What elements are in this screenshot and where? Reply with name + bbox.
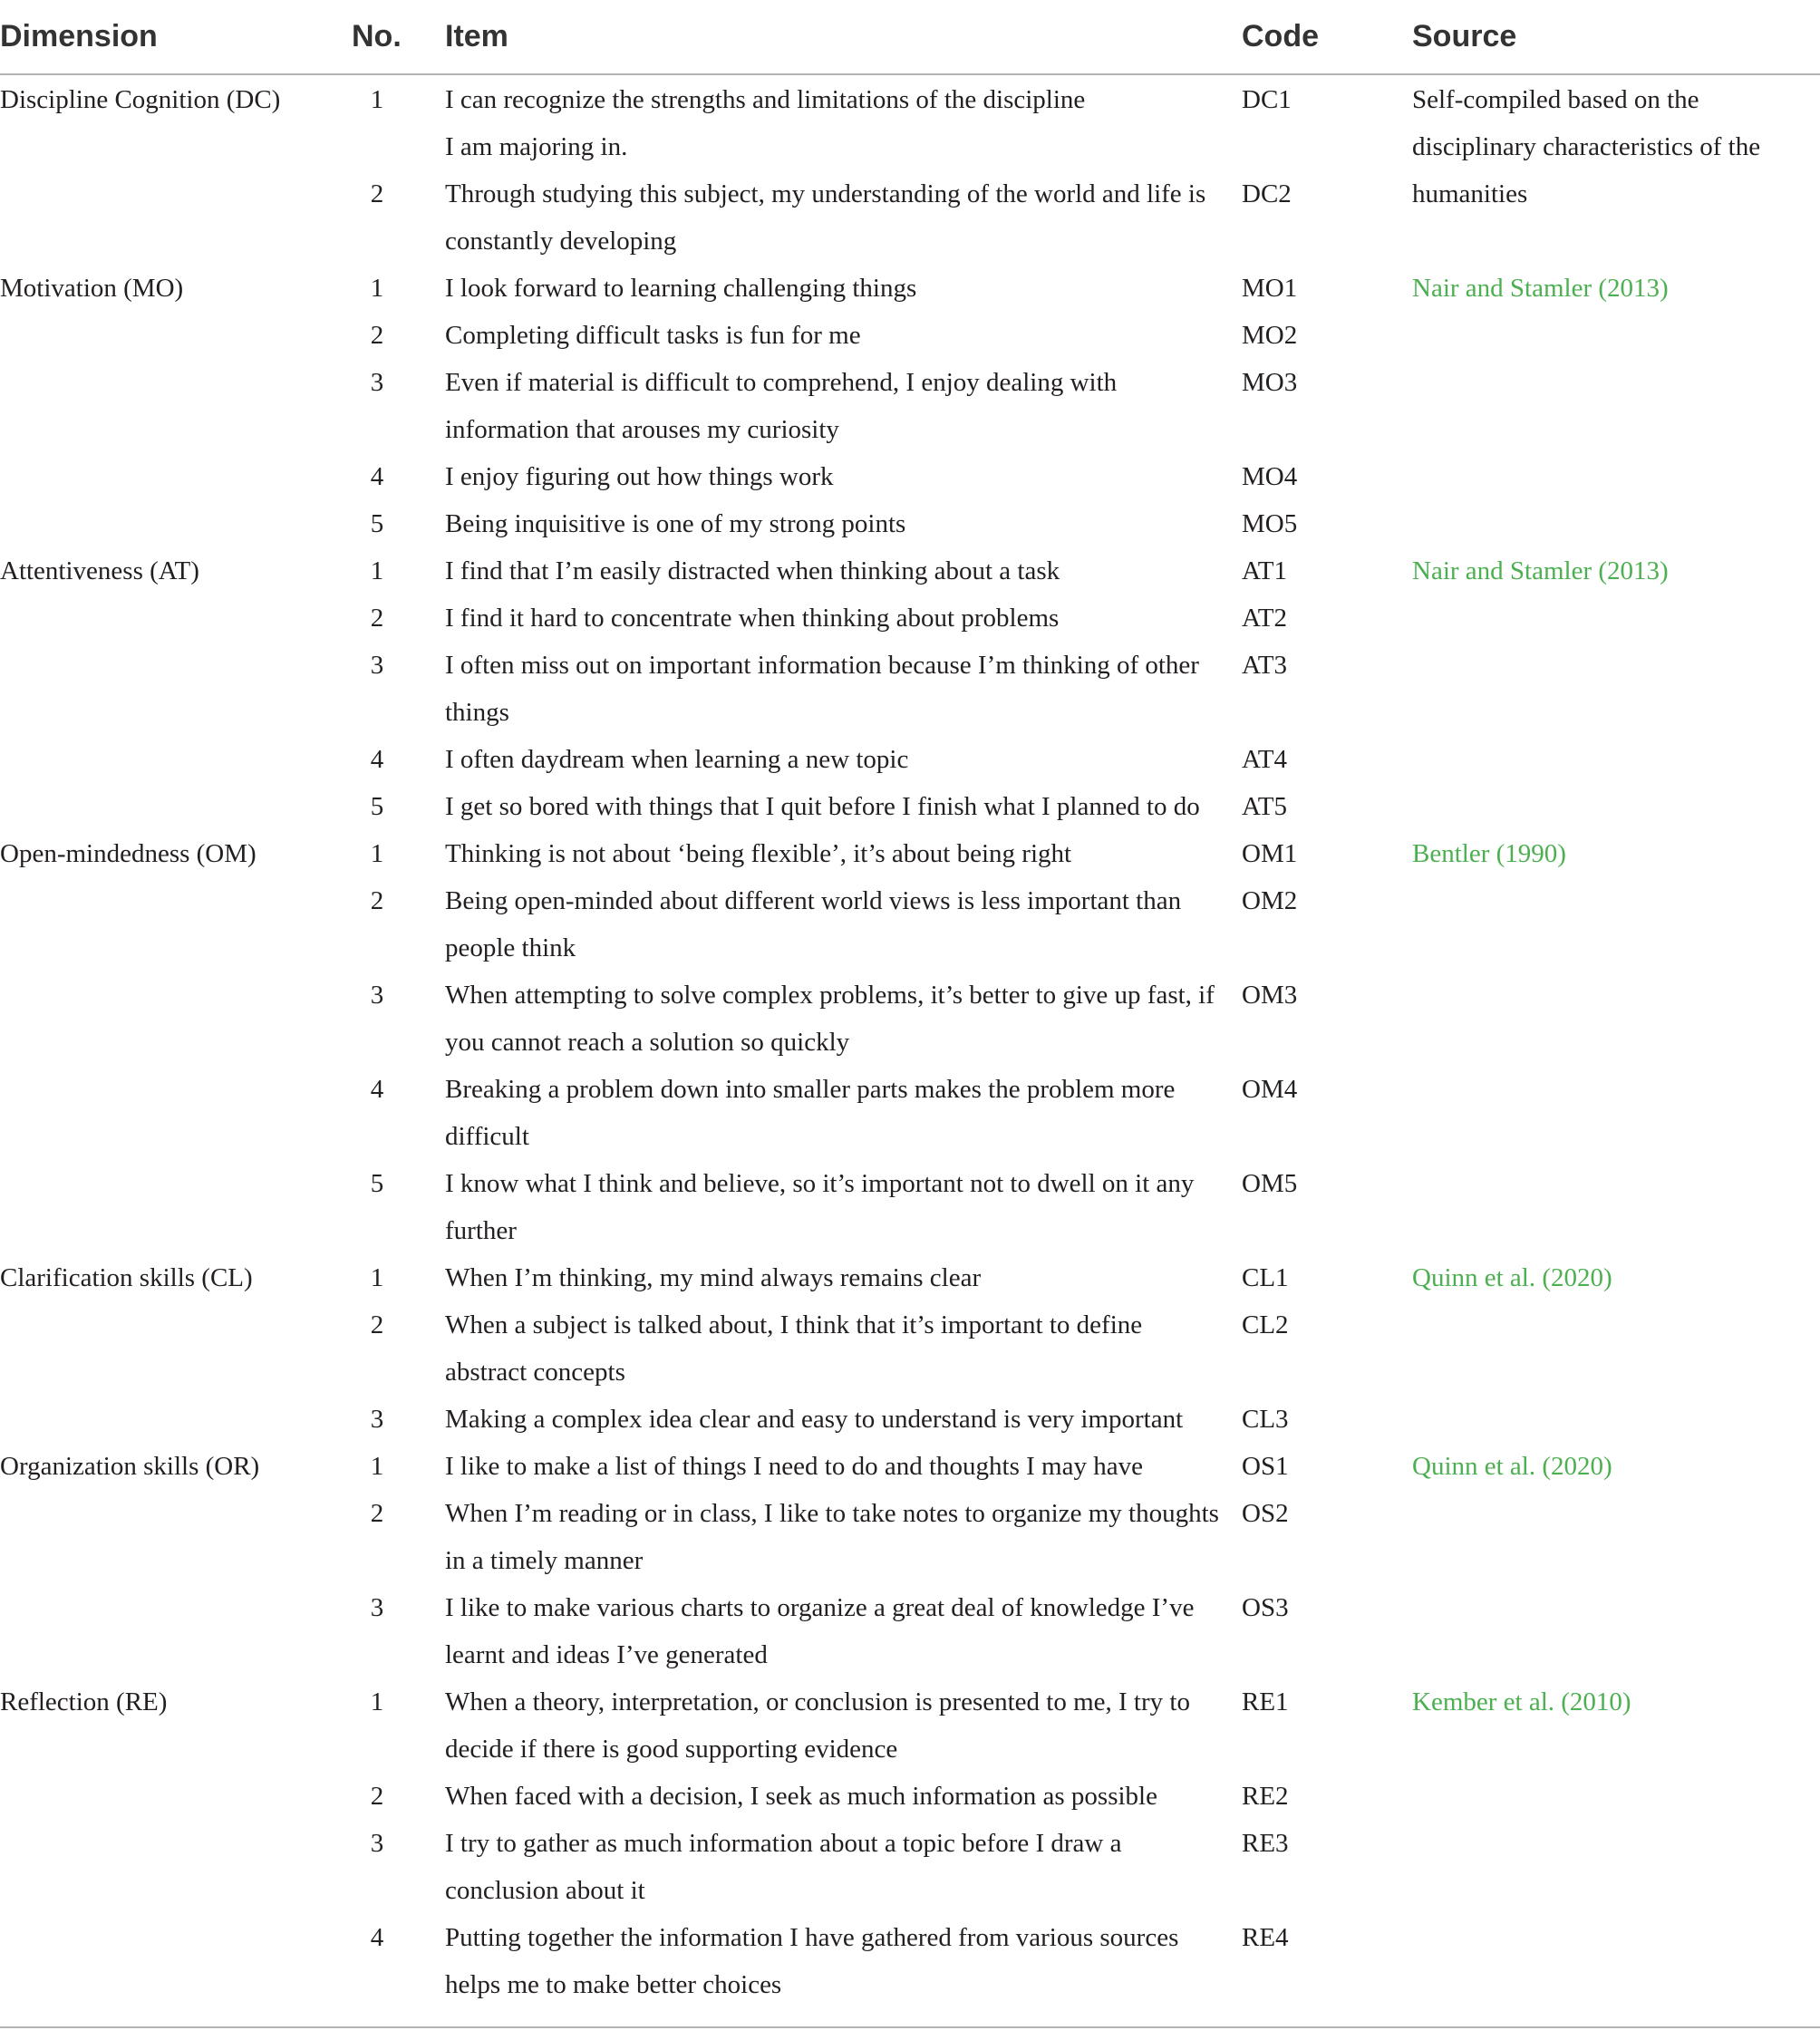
cell-item: When I’m reading or in class, I like to take notes to organize my thoughts in a timely manner <box>445 1499 1219 1575</box>
cell-dimension: Discipline Cognition (DC) <box>0 85 281 114</box>
cell-item: Thinking is not about ‘being flexible’, it’s about being right <box>445 839 1072 868</box>
cell-no: 5 <box>370 792 384 821</box>
cell-code: AT3 <box>1242 651 1287 680</box>
table-row <box>0 972 1820 1066</box>
cell-no: 3 <box>370 1405 384 1434</box>
cell-no: 2 <box>370 1310 384 1339</box>
table-row <box>0 265 1820 312</box>
cell-no: 4 <box>370 1923 384 1952</box>
cell-dimension: Clarification skills (CL) <box>0 1263 253 1292</box>
cell-code: CL1 <box>1242 1263 1289 1292</box>
table-row <box>0 1443 1820 1490</box>
cell-source[interactable]: Quinn et al. (2020) <box>1412 1263 1612 1292</box>
cell-no: 1 <box>370 85 384 114</box>
cell-code: CL2 <box>1242 1310 1289 1339</box>
cell-no: 4 <box>370 462 384 491</box>
table-row <box>0 1254 1820 1301</box>
cell-no: 2 <box>370 1782 384 1811</box>
cell-source[interactable]: Kember et al. (2010) <box>1412 1687 1631 1716</box>
cell-item: Putting together the information I have gathered from various sources helps me to make better choices <box>445 1923 1179 1999</box>
cell-code: MO1 <box>1242 274 1298 303</box>
cell-source: Self-compiled based on the disciplinary characteristics of the humanities <box>1412 85 1761 208</box>
table-row <box>0 312 1820 359</box>
cell-item: I get so bored with things that I quit before I finish what I planned to do <box>445 792 1200 821</box>
cell-no: 1 <box>370 1263 384 1292</box>
cell-source[interactable]: Nair and Stamler (2013) <box>1412 274 1669 303</box>
cell-code: AT1 <box>1242 556 1287 585</box>
cell-code: CL3 <box>1242 1405 1289 1434</box>
cell-no: 2 <box>370 179 384 208</box>
cell-code: AT4 <box>1242 745 1287 774</box>
cell-item: I often miss out on important information because I’m thinking of other things <box>445 651 1199 727</box>
table-row <box>0 642 1820 736</box>
cell-no: 3 <box>370 1829 384 1858</box>
cell-code: MO5 <box>1242 509 1298 538</box>
cell-source[interactable]: Quinn et al. (2020) <box>1412 1452 1612 1481</box>
cell-no: 3 <box>370 1593 384 1622</box>
cell-item: I can recognize the strengths and limitations of the discipline I am majoring in. <box>445 85 1086 161</box>
cell-no: 1 <box>370 839 384 868</box>
table-row <box>0 736 1820 783</box>
cell-dimension: Open-mindedness (OM) <box>0 839 257 868</box>
cell-item: I enjoy figuring out how things work <box>445 462 834 491</box>
cell-no: 3 <box>370 651 384 680</box>
table-row <box>0 170 1820 265</box>
cell-code: OM4 <box>1242 1075 1298 1104</box>
cell-item: Breaking a problem down into smaller parts makes the problem more difficult <box>445 1075 1176 1151</box>
cell-dimension: Attentiveness (AT) <box>0 556 199 585</box>
table-row <box>0 1773 1820 1820</box>
bottom-rule <box>0 2026 1820 2028</box>
cell-item: When attempting to solve complex problems, it’s better to give up fast, if you cannot reach a solution so quickly <box>445 981 1215 1057</box>
header-no: No. <box>352 19 402 53</box>
table-row <box>0 783 1820 830</box>
cell-code: OM5 <box>1242 1169 1298 1198</box>
header-code: Code <box>1242 19 1319 53</box>
cell-source[interactable]: Nair and Stamler (2013) <box>1412 556 1669 585</box>
header-item: Item <box>445 19 508 53</box>
cell-item: When faced with a decision, I seek as much information as possible <box>445 1782 1157 1811</box>
cell-item: Through studying this subject, my understanding of the world and life is constantly developing <box>445 179 1206 256</box>
table-row <box>0 500 1820 547</box>
cell-item: I find it hard to concentrate when thinking about problems <box>445 604 1060 633</box>
cell-no: 1 <box>370 556 384 585</box>
cell-dimension: Reflection (RE) <box>0 1687 168 1716</box>
cell-code: AT2 <box>1242 604 1287 633</box>
cell-no: 1 <box>370 274 384 303</box>
cell-code: OM3 <box>1242 981 1298 1010</box>
cell-code: MO4 <box>1242 462 1298 491</box>
cell-source[interactable]: Bentler (1990) <box>1412 839 1566 868</box>
table-row <box>0 1820 1820 1914</box>
cell-code: RE4 <box>1242 1923 1289 1952</box>
cell-item: I look forward to learning challenging things <box>445 274 917 303</box>
cell-no: 4 <box>370 745 384 774</box>
cell-item: I find that I’m easily distracted when thinking about a task <box>445 556 1060 585</box>
cell-no: 2 <box>370 886 384 915</box>
cell-item: I know what I think and believe, so it’s important not to dwell on it any further <box>445 1169 1195 1245</box>
cell-code: DC1 <box>1242 85 1292 114</box>
cell-dimension: Motivation (MO) <box>0 274 184 303</box>
cell-item: Even if material is difficult to comprehend, I enjoy dealing with information that arouses my curiosity <box>445 368 1118 444</box>
table-row <box>0 547 1820 595</box>
cell-code: MO2 <box>1242 321 1298 350</box>
table-header <box>0 0 1820 75</box>
table-row <box>0 877 1820 972</box>
table-row <box>0 453 1820 500</box>
cell-no: 3 <box>370 368 384 397</box>
cell-no: 4 <box>370 1075 384 1104</box>
cell-item: I try to gather as much information about a topic before I draw a conclusion about it <box>445 1829 1122 1905</box>
table-row <box>0 1678 1820 1773</box>
cell-no: 5 <box>370 1169 384 1198</box>
cell-code: OS2 <box>1242 1499 1289 1528</box>
table-row <box>0 1396 1820 1443</box>
cell-no: 1 <box>370 1687 384 1716</box>
cell-code: RE1 <box>1242 1687 1289 1716</box>
table-row <box>0 1160 1820 1254</box>
cell-item: When a theory, interpretation, or conclusion is presented to me, I try to decide if there is good supporting evidence <box>445 1687 1190 1764</box>
cell-code: OS3 <box>1242 1593 1289 1622</box>
cell-item: I like to make various charts to organize a great deal of knowledge I’ve learnt and ideas I’ve generated <box>445 1593 1195 1669</box>
cell-code: OS1 <box>1242 1452 1289 1481</box>
table-row <box>0 1584 1820 1678</box>
cell-code: RE2 <box>1242 1782 1289 1811</box>
cell-item: Completing difficult tasks is fun for me <box>445 321 861 350</box>
cell-dimension: Organization skills (OR) <box>0 1452 260 1481</box>
header-source: Source <box>1412 19 1517 53</box>
table-row <box>0 359 1820 453</box>
cell-no: 2 <box>370 604 384 633</box>
cell-code: RE3 <box>1242 1829 1289 1858</box>
table-row <box>0 1066 1820 1160</box>
table-row <box>0 595 1820 642</box>
cell-no: 3 <box>370 981 384 1010</box>
cell-no: 5 <box>370 509 384 538</box>
cell-item: I often daydream when learning a new topic <box>445 745 909 774</box>
cell-item: I like to make a list of things I need to do and thoughts I may have <box>445 1452 1143 1481</box>
table-row <box>0 830 1820 877</box>
table-row <box>0 1490 1820 1584</box>
cell-no: 2 <box>370 321 384 350</box>
table-row <box>0 1301 1820 1396</box>
cell-item: Being inquisitive is one of my strong points <box>445 509 906 538</box>
cell-item: When I’m thinking, my mind always remains clear <box>445 1263 982 1292</box>
cell-no: 2 <box>370 1499 384 1528</box>
cell-code: OM2 <box>1242 886 1298 915</box>
cell-code: AT5 <box>1242 792 1287 821</box>
table-row <box>0 1914 1820 2008</box>
cell-code: OM1 <box>1242 839 1298 868</box>
cell-item: Making a complex idea clear and easy to understand is very important <box>445 1405 1184 1434</box>
cell-code: DC2 <box>1242 179 1292 208</box>
cell-no: 1 <box>370 1452 384 1481</box>
cell-code: MO3 <box>1242 368 1298 397</box>
cell-item: When a subject is talked about, I think that it’s important to define abstract concepts <box>445 1310 1143 1387</box>
header-dimension: Dimension <box>0 19 158 53</box>
cell-item: Being open-minded about different world views is less important than people think <box>445 886 1182 962</box>
